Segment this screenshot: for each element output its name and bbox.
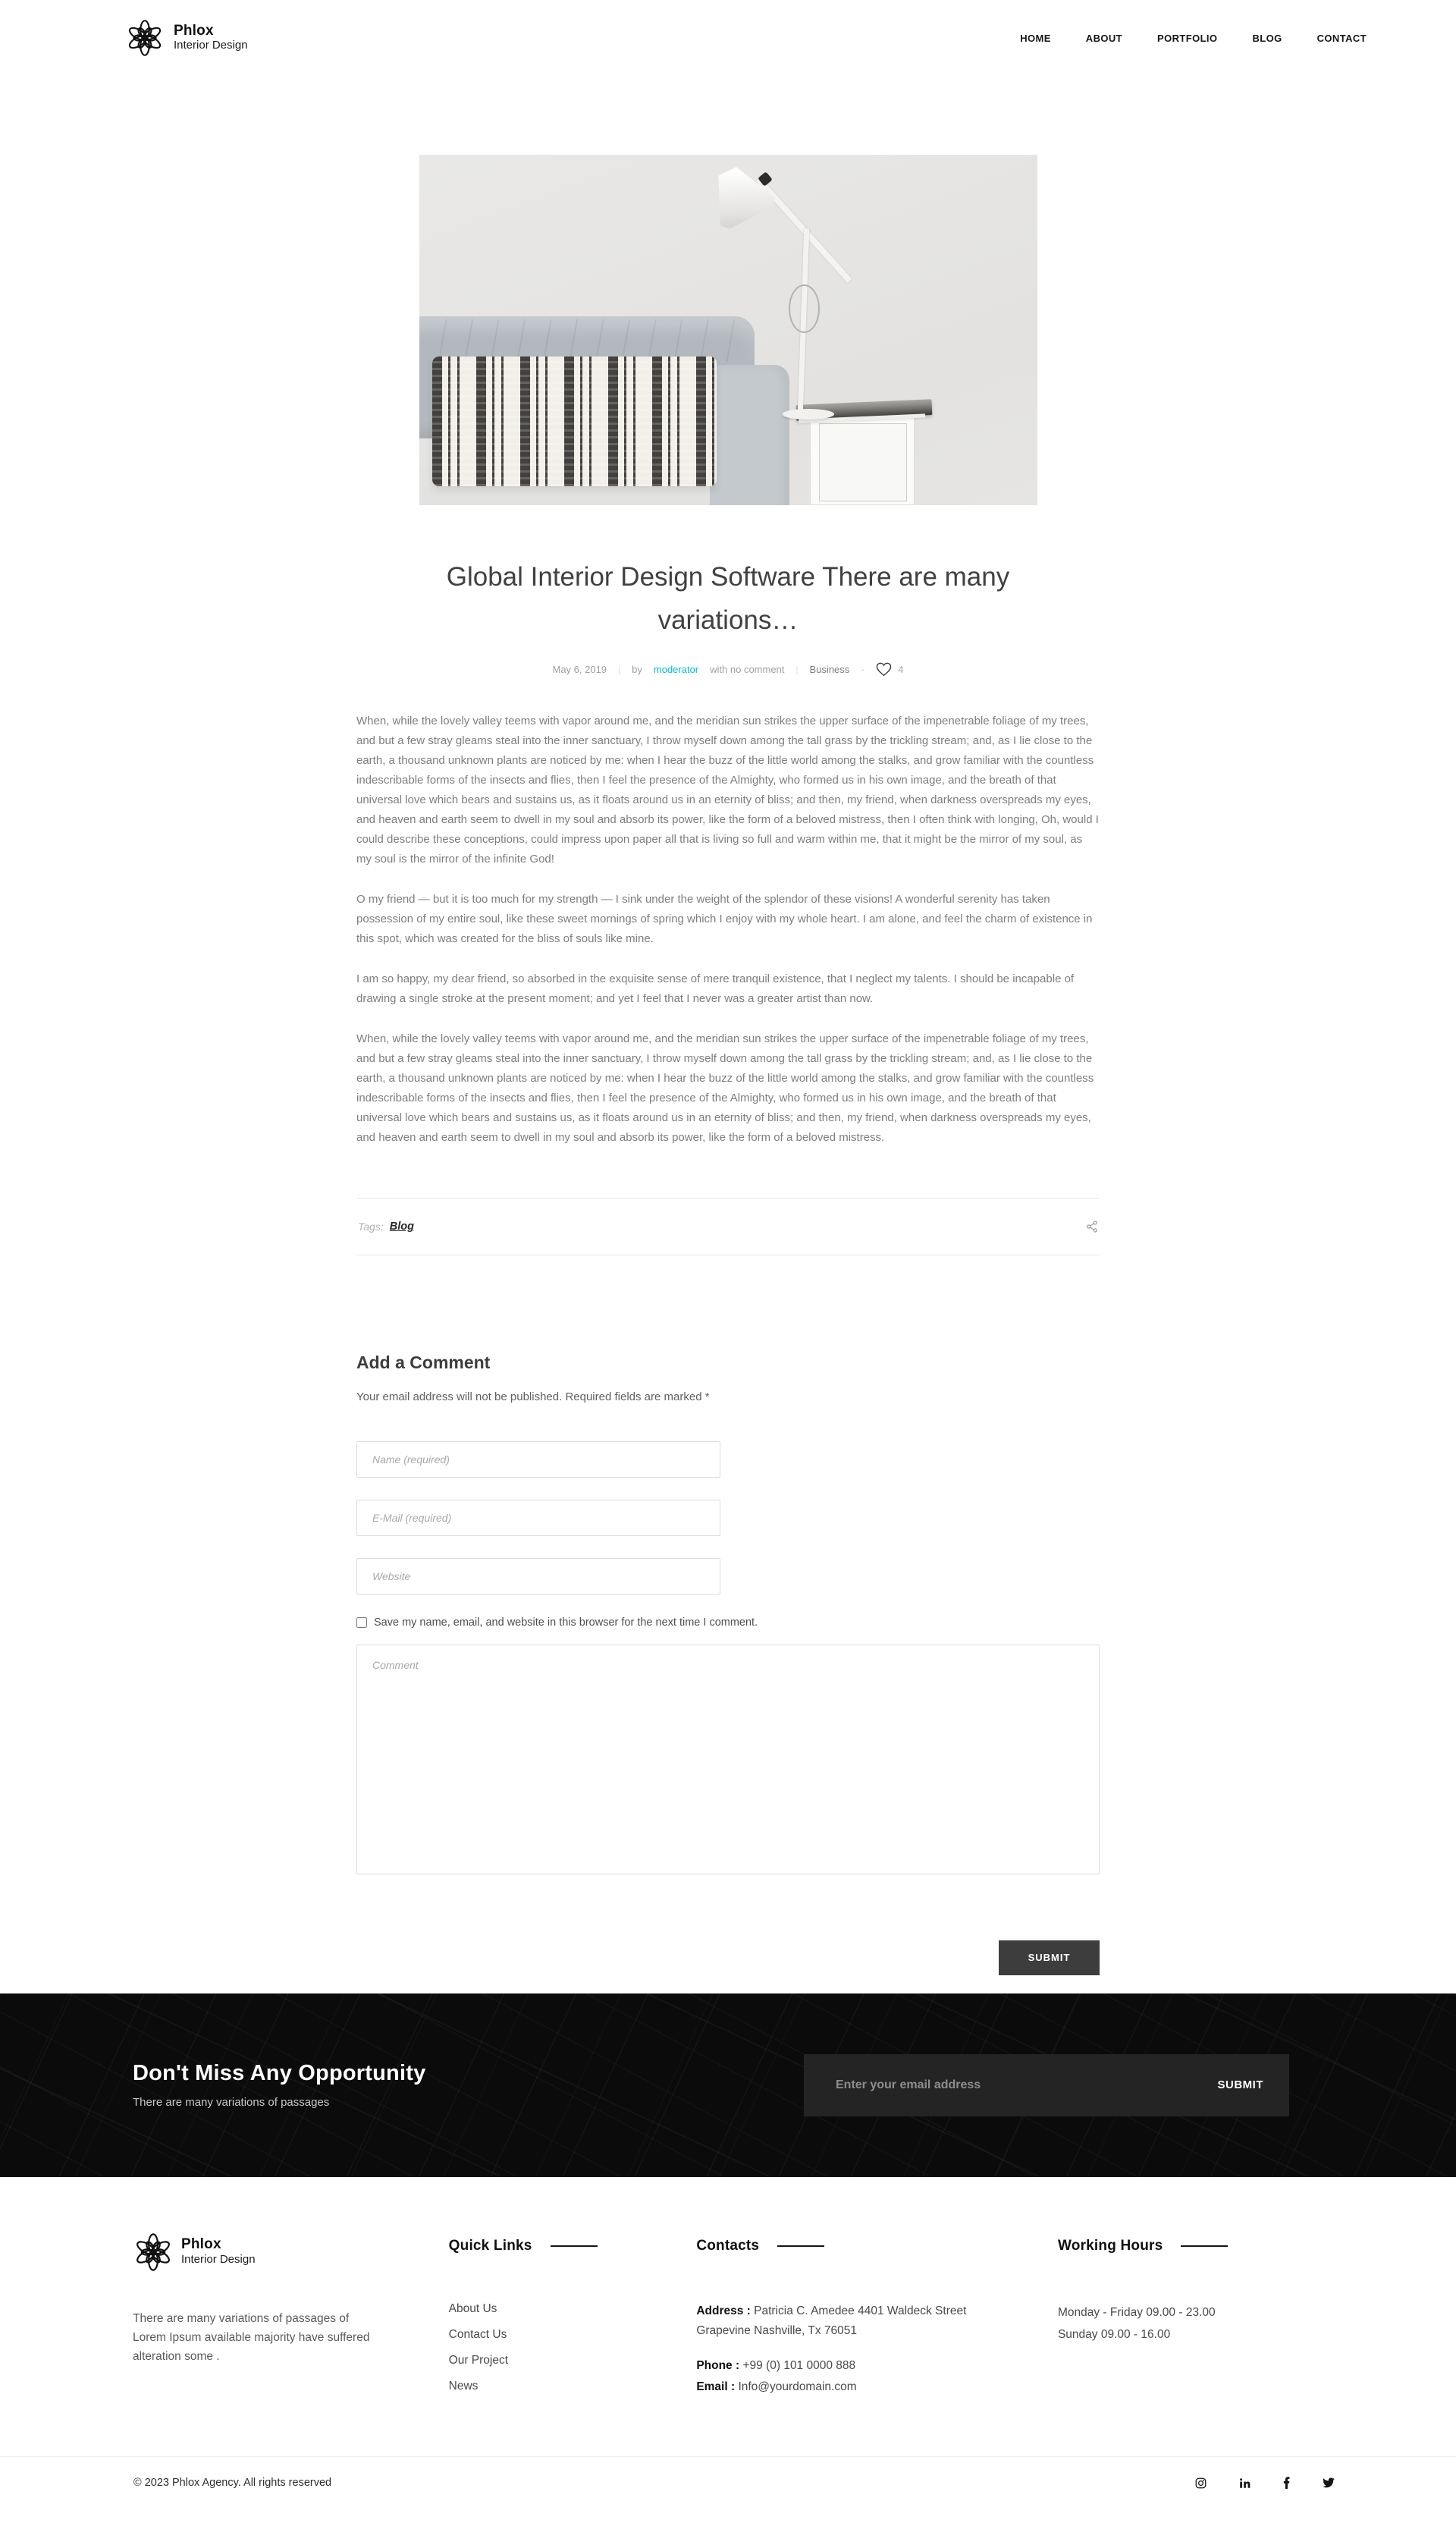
contact-email-value: Info@yourdomain.com	[738, 2380, 857, 2393]
copyright-text: © 2023 Phlox Agency. All rights reserved	[133, 2477, 332, 2490]
quick-links-list	[449, 2301, 631, 2394]
contact-phone-label: Phone :	[696, 2358, 740, 2372]
twitter-icon	[1323, 2477, 1335, 2488]
heading-dash	[551, 2245, 598, 2247]
comment-textarea[interactable]	[356, 1645, 1100, 1874]
post-category-link[interactable]: Business	[809, 663, 850, 675]
post-paragraph: I am so happy, my dear friend, so absorbed in the exquisite sense of mere tranquil existence, that I neglect my talents. I should be incapable of drawing a single stroke at the present moment; and yet I feel that I never was a greater artist than now.	[356, 972, 1075, 1005]
tag-link-blog[interactable]: Blog	[389, 1220, 414, 1233]
phlox-logo-icon	[125, 18, 165, 58]
footer-link-about-us[interactable]: About Us	[448, 2301, 497, 2315]
comment-submit-button[interactable]: SUBMIT	[999, 1940, 1100, 1975]
newsletter-subheading: There are many variations of passages	[133, 2096, 330, 2110]
save-info-row	[356, 1616, 1100, 1629]
like-button[interactable]	[876, 662, 903, 677]
post-meta	[356, 662, 1100, 677]
newsletter-heading: Don't Miss Any Opportunity	[133, 2061, 426, 2086]
working-hours-sunday: Sunday 09.00 - 16.00	[1057, 2327, 1171, 2341]
newsletter-section	[0, 1993, 1456, 2177]
post-paragraph: O my friend — but it is too much for my strength — I sink under the weight of the splendor of these visions! A wonderful serenity has taken possession of my entire soul, like these sweet mornings of spring which I enjoy with my whole heart. I am alone, and feel the charm of existence in this spot, which was created for the bliss of souls like mine.	[356, 892, 1093, 945]
post-paragraph: When, while the lovely valley teems with vapor around me, and the meridian sun strikes the upper surface of the impenetrable foliage of my trees, and but a few stray gleams steal into the inner sanctuary, I throw myself down among the tall grass by the trickling stream; and, as I lie close to the earth, a thousand unknown plants are noticed by me: when I hear the buzz of the little world among the stalks, and grow familiar with the countless indescribable forms of the insects and flies, then I feel the presence of the Almighty, who formed us in his own image, and the breath of that universal love which bears and sustains us, as it floats around us in an eternity of bliss; and then, my friend, when darkness overspreads my eyes, and heaven and earth seem to dwell in my soul and absorb its power, like the form of a beloved mistress, then I often think with longing, Oh, would I could describe these conceptions, could impress upon paper all that is living so full and warm within me, that it might be the mirror of my soul, as my soul is the mirror of the infinite God!	[356, 714, 1099, 866]
contacts-heading-row	[696, 2238, 992, 2254]
share-nodes-icon	[1086, 1221, 1098, 1233]
post-author-link[interactable]: moderator	[653, 663, 699, 675]
twitter-link[interactable]	[1323, 2477, 1335, 2488]
hero-side-table-panel	[819, 423, 908, 501]
main-nav	[1020, 33, 1367, 44]
contact-email-label: Email :	[696, 2380, 736, 2393]
footer-link-our-project[interactable]: Our Project	[448, 2353, 509, 2367]
facebook-link[interactable]	[1283, 2477, 1290, 2489]
linkedin-link[interactable]	[1239, 2477, 1250, 2489]
share-button[interactable]	[1086, 1221, 1098, 1233]
heading-dash	[777, 2245, 824, 2247]
footer-about-text: There are many variations of passages of Lorem Ipsum available majority have suffered alteration some .	[133, 2311, 370, 2363]
working-hours-heading-row	[1058, 2238, 1323, 2254]
post-date: May 6, 2019	[552, 663, 607, 675]
instagram-link[interactable]	[1195, 2477, 1207, 2489]
post-title: Global Interior Design Software There are many variations…	[446, 562, 1010, 636]
bottom-bar	[0, 2456, 1456, 2509]
brand-tagline: Interior Design	[174, 39, 248, 52]
footer-col-working-hours	[1058, 2232, 1323, 2397]
site-header	[0, 0, 1456, 76]
contact-email	[696, 2377, 992, 2397]
footer-brand-tagline: Interior Design	[181, 2253, 256, 2267]
contact-phone-value: +99 (0) 101 0000 888	[742, 2358, 856, 2372]
brand-name: Phlox	[174, 22, 214, 39]
post-body	[356, 712, 1100, 1148]
footer-col-quick-links	[449, 2232, 631, 2397]
hero-lamp-shade	[700, 157, 779, 232]
nav-item-blog[interactable]: BLOG	[1252, 32, 1282, 44]
brand-logo[interactable]	[125, 18, 248, 58]
subscribe-box	[804, 2054, 1289, 2116]
save-info-checkbox[interactable]	[356, 1617, 367, 1628]
hero-couch-texture	[419, 319, 753, 361]
heart-icon	[876, 662, 892, 677]
quick-links-heading-row	[449, 2238, 631, 2254]
comments-section	[356, 1353, 1100, 1975]
facebook-icon	[1283, 2477, 1290, 2489]
contact-address-value: Patricia C. Amedee 4401 Waldeck Street Grapevine Nashville, Tx 76051	[696, 2304, 967, 2337]
post-author-prefix: by	[632, 663, 642, 675]
meta-separator	[795, 664, 798, 675]
phlox-footer-logo-icon	[133, 2232, 174, 2273]
heading-dash	[1181, 2245, 1228, 2247]
footer-brand-text	[181, 2237, 256, 2267]
nav-item-about[interactable]: ABOUT	[1085, 32, 1123, 44]
tags-box	[356, 1198, 1100, 1255]
footer-col-contacts	[696, 2232, 992, 2397]
contact-address	[696, 2301, 992, 2341]
post-featured-image	[419, 155, 1037, 505]
blog-post	[356, 555, 1100, 1255]
comments-notice: Your email address will not be published. Required fields are marked *	[356, 1390, 710, 1403]
linkedin-icon	[1239, 2477, 1250, 2489]
nav-item-contact[interactable]: CONTACT	[1316, 32, 1367, 44]
footer-col-brand	[133, 2232, 383, 2397]
comments-heading: Add a Comment	[356, 1352, 491, 1372]
instagram-icon	[1195, 2477, 1207, 2489]
hero-couch-armrest	[706, 365, 789, 505]
quick-links-heading: Quick Links	[448, 2237, 532, 2254]
meta-dot-separator	[861, 663, 864, 676]
footer-link-contact-us[interactable]: Contact Us	[448, 2327, 507, 2341]
footer-link-news[interactable]: News	[448, 2379, 479, 2392]
brand-text	[174, 24, 248, 53]
newsletter-text	[133, 2061, 425, 2109]
hero-pillow	[432, 357, 717, 486]
nav-item-home[interactable]: HOME	[1020, 32, 1051, 44]
contact-phone	[696, 2356, 992, 2376]
contacts-heading: Contacts	[696, 2237, 760, 2254]
contacts-block	[696, 2301, 992, 2397]
submit-row	[356, 1940, 1100, 1975]
meta-separator	[618, 664, 620, 675]
like-count: 4	[898, 663, 904, 675]
save-info-label: Save my name, email, and website in this browser for the next time I comment.	[374, 1616, 758, 1629]
contact-address-label: Address :	[696, 2304, 751, 2317]
email-input[interactable]	[356, 1500, 720, 1536]
tags-label: Tags:	[358, 1220, 384, 1233]
newsletter-submit-button[interactable]: SUBMIT	[1213, 2078, 1269, 2092]
working-hours-weekdays: Monday - Friday 09.00 - 23.00	[1057, 2305, 1216, 2319]
post-paragraph: When, while the lovely valley teems with vapor around me, and the meridian sun strikes the upper surface of the impenetrable foliage of my trees, and but a few stray gleams steal into the inner sanctuary, I throw myself down among the tall grass by the trickling stream; and, as I lie close to the earth, a thousand unknown plants are noticed by me: when I hear the buzz of the little world among the stalks, and grow familiar with the countless indescribable forms of the insects and flies, then I feel the presence of the Almighty, who formed us in his own image, and the breath of that universal love which bears and sustains us, as it floats around us in an eternity of bliss; and then, my friend, when darkness overspreads my eyes, and heaven and earth seem to dwell in my soul and absorb its power, like the form of a beloved mistress.	[356, 1032, 1094, 1144]
working-hours-block	[1058, 2301, 1323, 2345]
social-links	[1195, 2477, 1335, 2489]
comment-form	[356, 1441, 1100, 1975]
newsletter-email-input[interactable]	[834, 2078, 1213, 2093]
name-input[interactable]	[356, 1441, 720, 1478]
nav-item-portfolio[interactable]: PORTFOLIO	[1157, 32, 1218, 44]
footer-brand-logo[interactable]	[133, 2232, 383, 2273]
footer-brand-name: Phlox	[181, 2236, 221, 2253]
hero-pillow-texture	[432, 357, 717, 486]
website-input[interactable]	[356, 1558, 720, 1594]
hero-lamp-cable	[789, 284, 820, 333]
tags-group	[358, 1221, 414, 1233]
working-hours-heading: Working Hours	[1057, 2237, 1163, 2254]
hero-side-table	[810, 410, 915, 505]
contact-phone-email	[696, 2356, 992, 2397]
site-footer	[0, 2177, 1456, 2397]
post-comment-count: with no comment	[710, 663, 785, 675]
